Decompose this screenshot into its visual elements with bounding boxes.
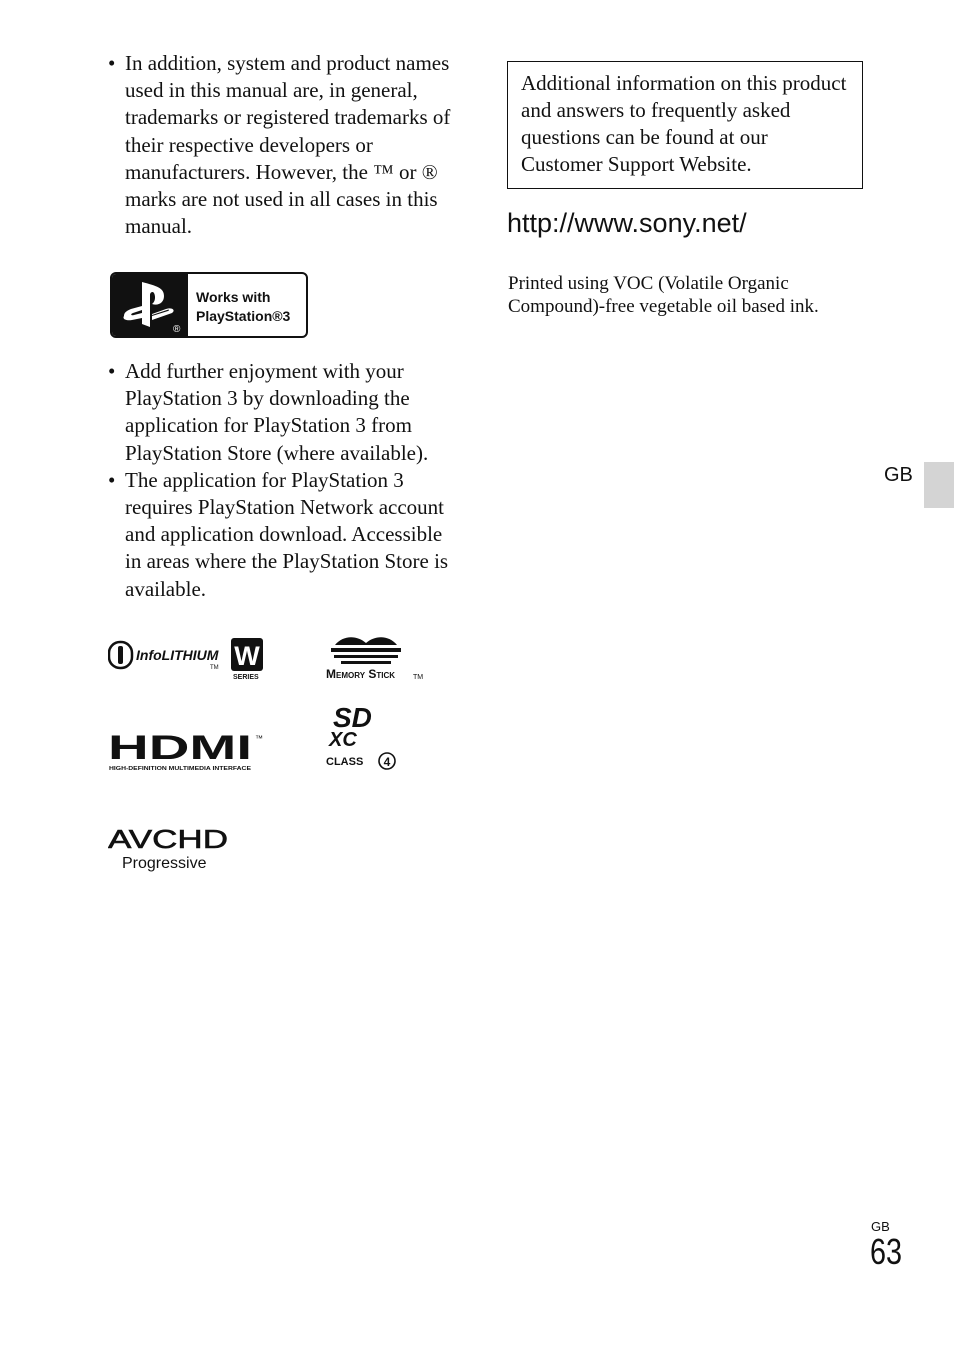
svg-text:®: ® [173, 324, 181, 335]
left-column [108, 50, 458, 240]
svg-text:HDMI: HDMI [108, 731, 252, 767]
svg-text:AVCHD: AVCHD [108, 824, 228, 854]
works-with-ps3-logo [110, 272, 308, 338]
bullet-item: • The application for PlayStation 3 requires PlayStation Network account and application download. Accessible in areas where the PlayStation Store is available. [108, 467, 458, 603]
svg-text:4: 4 [383, 755, 391, 769]
svg-text:TM: TM [210, 665, 219, 671]
bullet-item: • Add further enjoyment with your PlayStation 3 by downloading the application for PlayStation 3 from PlayStation Store (where available). [108, 358, 458, 467]
svg-text:HIGH-DEFINITION MULTIMEDIA INT: HIGH-DEFINITION MULTIMEDIA INTERFACE [109, 766, 252, 772]
voc-printing-note: Printed using VOC (Volatile Organic Compound)-free vegetable oil based ink. [508, 273, 819, 317]
footer-language: GB [871, 1219, 890, 1234]
svg-text:SERIES: SERIES [233, 674, 259, 681]
support-info-box: Additional information on this product and answers to frequently asked questions can be found at our Customer Support Website. [507, 61, 863, 189]
svg-text:W: W [234, 641, 260, 671]
side-language-tab [924, 462, 954, 508]
bullet-list-ps3-app [108, 358, 458, 603]
bullet-list-trademarks [108, 50, 458, 240]
memory-stick-logo [325, 634, 430, 682]
ps3-logo-line1: Works with [196, 289, 271, 305]
bullet-item: • In addition, system and product names used in this manual are, in general, trademarks or registered trademarks of their respective developers or manufacturers. However, the ™ or ® marks are not used in all cases in this manual. [108, 50, 458, 240]
svg-text:TM: TM [413, 674, 424, 681]
svg-text:Memory Stick: Memory Stick [326, 667, 396, 681]
page-number: 63 [870, 1231, 903, 1272]
sony-website-link[interactable]: http://www.sony.net/ [507, 208, 747, 238]
svg-text:CLASS: CLASS [326, 756, 364, 768]
infolithium-logo [108, 637, 268, 681]
side-tab-label: GB [884, 464, 913, 486]
hdmi-logo [108, 731, 266, 773]
svg-text:InfoLITHIUM: InfoLITHIUM [136, 647, 219, 663]
avchd-progressive-logo [108, 824, 233, 874]
svg-text:Progressive: Progressive [122, 855, 207, 872]
svg-text:SD: SD [333, 702, 372, 733]
playstation-icon [112, 274, 188, 336]
ps3-logo-line2: PlayStation®3 [196, 308, 291, 324]
svg-text:XC: XC [329, 729, 357, 751]
svg-text:™: ™ [255, 734, 263, 743]
ps3-logo-text [196, 288, 306, 326]
sdxc-class4-logo [325, 702, 400, 774]
